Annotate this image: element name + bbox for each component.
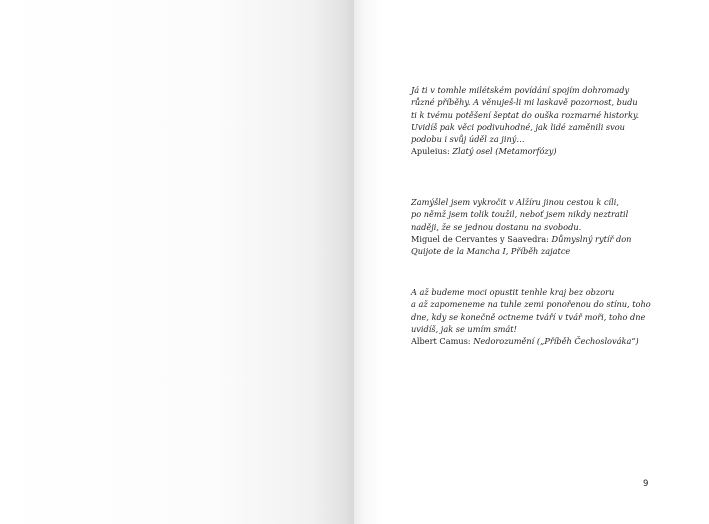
epigraph-author: Albert Camus:	[411, 336, 471, 347]
page-number: 9	[643, 479, 649, 489]
epigraph-quote: Já ti v tomhle milétském povídání spojím dohromady různé příběhy. A věnuješ-li mi laskavě pozornost, budu ti k tvému potěšení šeptat do ouška rozmarné historky. Uvidíš pak věci podivuhodné, jak lidé zaměnili svou podobu i svůj úděl za jiný…	[411, 85, 640, 145]
epigraph-cervantes	[411, 196, 661, 257]
epigraph-camus	[411, 286, 661, 347]
epigraph-source	[411, 233, 661, 245]
epigraph-work: Nedorozumění („Příběh Čechoslováka“)	[473, 336, 639, 347]
epigraph-quote: A až budeme moci opustit tenhle kraj bez obzoru a až zapomeneme na tuhle zemi ponořenou do stínu, toho dne, kdy se konečně octneme tváří v tvář moři, toho dne uvidíš, jak se umím smát!	[411, 287, 651, 334]
epigraph-author: Miguel de Cervantes y Saavedra:	[411, 233, 549, 244]
epigraph-work: Důmyslný rytíř don	[551, 233, 632, 244]
epigraph-quote: Zamýšlel jsem vykročit v Alžíru jinou cestou k cíli, po němž jsem tolik toužil, neboť jsem nikdy neztratil naději, že se jednou dostanu na svobodu.	[411, 197, 629, 232]
epigraph-work: Zlatý osel (Metamorfózy)	[452, 146, 557, 157]
epigraph-source-cont	[411, 245, 661, 257]
epigraph-source	[411, 335, 661, 347]
epigraph-work-cont: Quijote de la Mancha I, Příběh zajatce	[411, 246, 571, 257]
right-page	[354, 0, 709, 524]
epigraph-apuleius	[411, 84, 661, 158]
left-page	[0, 0, 354, 524]
epigraph-author: Apuleius:	[411, 146, 450, 157]
epigraph-source	[411, 145, 661, 157]
